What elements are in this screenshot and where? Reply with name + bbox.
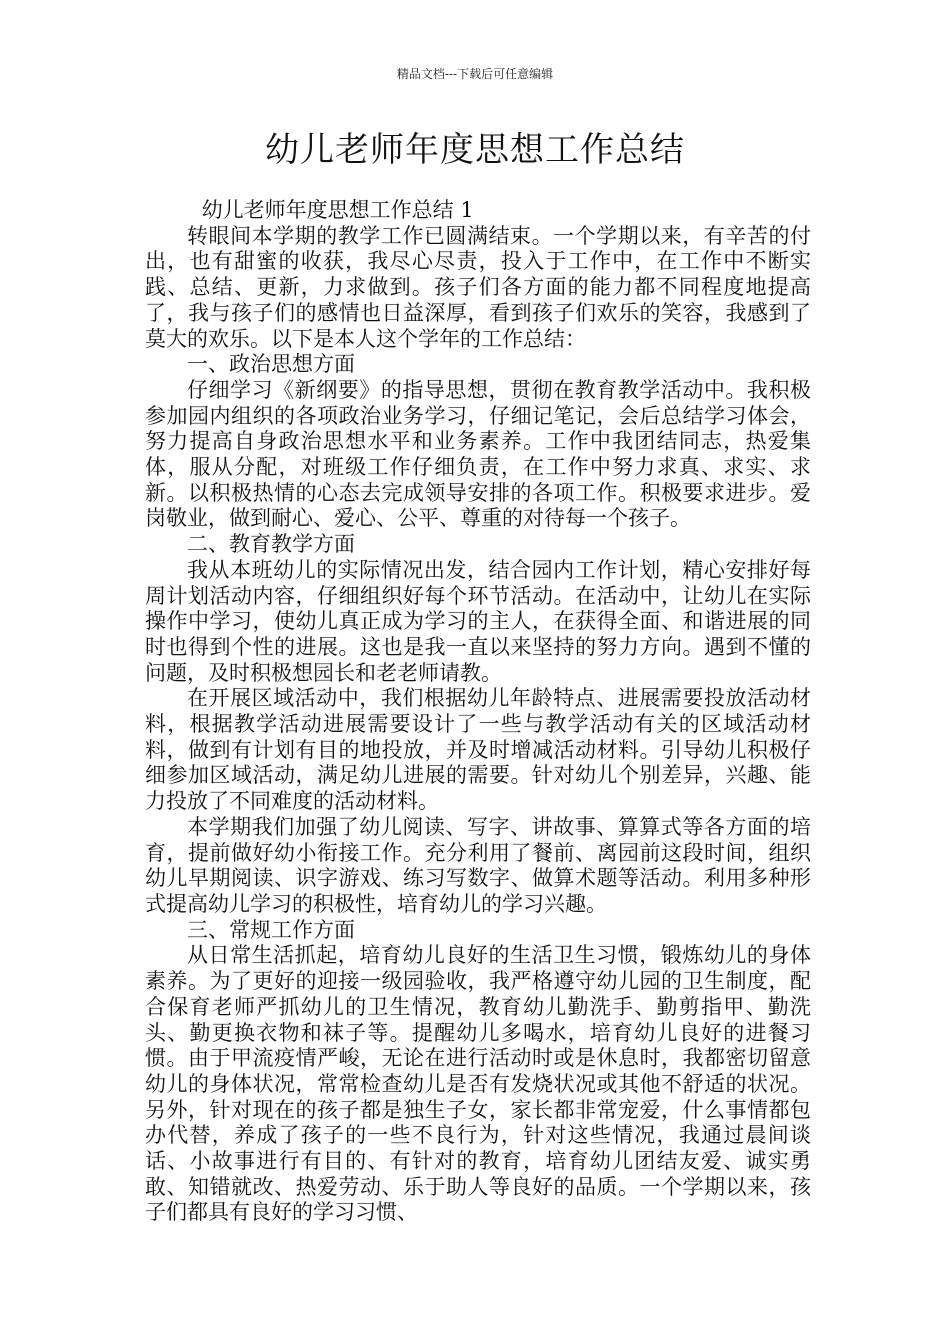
heading-political: 一、政治思想方面	[187, 352, 355, 377]
paragraph-teaching-1: 我从本班幼儿的实际情况出发，结合园内工作计划，精心安排好每周计划活动内容，仔细组织好每个环节活动。在活动中，让幼儿在实际操作中学习，使幼儿真正成为学习的主人，在获得全面、和谐进展的同时也得到个性的进展。这也是我一直以来坚持的努力方向。遇到不懂的问题，及时积极想园长和老老师请教。	[145, 557, 811, 685]
document-body	[145, 198, 811, 1226]
paragraph-routine: 从日常生活抓起，培育幼儿良好的生活卫生习惯，锻炼幼儿的身体素养。为了更好的迎接一级园验收，我严格遵守幼儿园的卫生制度，配合保育老师严抓幼儿的卫生情况，教育幼儿勤洗手、勤剪指甲、勤洗头、勤更换衣物和袜子等。提醒幼儿多喝水，培育幼儿良好的进餐习惯。由于甲流疫情严峻，无论在进行活动时或是休息时，我都密切留意幼儿的身体状况，常常检查幼儿是否有发烧状况或其他不舒适的状况。另外，针对现在的孩子都是独生子女，家长都非常宠爱，什么事情都包办代替，养成了孩子的一些不良行为，针对这些情况，我通过晨间谈话、小故事进行有目的、有针对的教育，培育幼儿团结友爱、诚实勇敢、知错就改、热爱劳动、乐于助人等良好的品质。一个学期以来，孩子们都具有良好的学习习惯、	[145, 943, 811, 1225]
document-title: 幼儿老师年度思想工作总结	[265, 130, 685, 170]
header-note: 精品文档---下载后可任意编辑	[396, 67, 554, 81]
paragraph-political: 仔细学习《新纲要》的指导思想，贯彻在教育教学活动中。我积极参加园内组织的各项政治业务学习，仔细记笔记，会后总结学习体会，努力提高自身政治思想水平和业务素养。工作中我团结同志，热爱集体，服从分配，对班级工作仔细负责，在工作中努力求真、求实、求新。以积极热情的心态去完成领导安排的各项工作。积极要求进步。爱岗敬业，做到耐心、爱心、公平、尊重的对待每一个孩子。	[145, 377, 811, 531]
paragraph-intro: 转眼间本学期的教学工作已圆满结束。一个学期以来，有辛苦的付出，也有甜蜜的收获，我尽心尽责，投入于工作中，在工作中不断实践、总结、更新，力求做到。孩子们各方面的能力都不同程度地提高了，我与孩子们的感情也日益深厚，看到孩子们欢乐的笑容，我感到了莫大的欢乐。以下是本人这个学年的工作总结：	[145, 223, 811, 351]
paragraph-teaching-2: 在开展区域活动中，我们根据幼儿年龄特点、进展需要投放活动材料，根据教学活动进展需要设计了一些与教学活动有关的区域活动材料，做到有计划有目的地投放，并及时增减活动材料。引导幼儿积极仔细参加区域活动，满足幼儿进展的需要。针对幼儿个别差异，兴趣、能力投放了不同难度的活动材料。	[145, 686, 811, 814]
section-subtitle: 幼儿老师年度思想工作总结 1	[201, 198, 474, 222]
paragraph-teaching-3: 本学期我们加强了幼儿阅读、写字、讲故事、算算式等各方面的培育，提前做好幼小衔接工作。充分利用了餐前、离园前这段时间，组织幼儿早期阅读、识字游戏、练习写数字、做算术题等活动。利用多种形式提高幼儿学习的积极性，培育幼儿的学习兴趣。	[145, 814, 811, 916]
heading-routine: 三、常规工作方面	[187, 917, 355, 942]
heading-teaching: 二、教育教学方面	[187, 532, 355, 557]
